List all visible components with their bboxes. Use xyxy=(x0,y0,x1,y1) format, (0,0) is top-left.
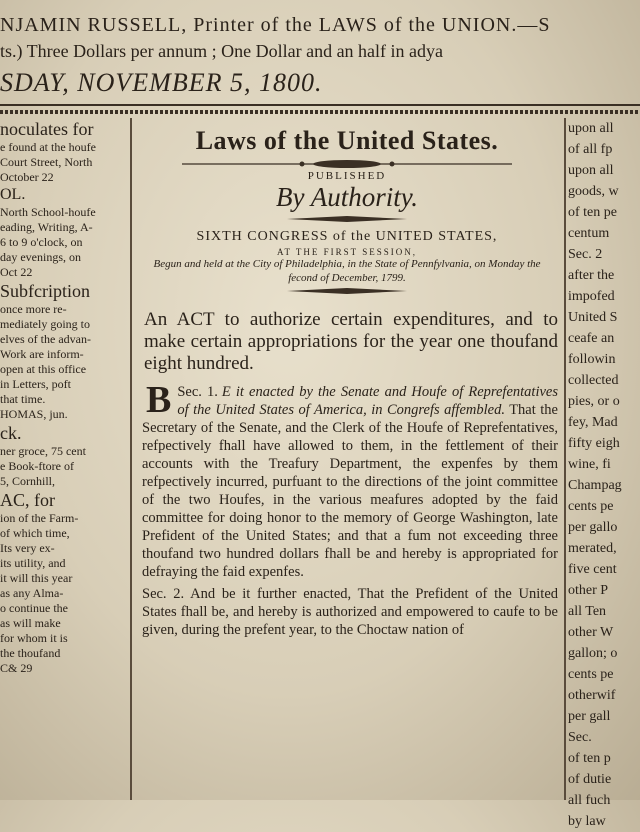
left-column-line: ck. xyxy=(0,423,22,443)
left-column-line: the thoufand xyxy=(0,646,61,660)
right-column-line: five cent xyxy=(568,562,617,577)
right-column-line: goods, w xyxy=(568,184,619,199)
right-column-line: Sec. 2 xyxy=(568,247,603,262)
right-column-line: of ten p xyxy=(568,751,611,766)
left-column-line: open at this office xyxy=(0,362,87,376)
masthead-price-line: ts.) Three Dollars per annum ; One Dollar and an half in adya xyxy=(0,41,444,61)
section-1-intro: E it enacted by the Senate and Houfe of Reprefentatives of the United States of America, in Congrefs affembled. xyxy=(177,384,558,418)
left-column-line: North School-houfe xyxy=(0,205,96,219)
left-column-line: as any Alma- xyxy=(0,586,64,600)
left-column-line: eading, Writing, A- xyxy=(0,220,93,234)
main-column xyxy=(132,118,562,639)
left-column-line: in Letters, poft xyxy=(0,377,71,391)
right-column-line: United S xyxy=(568,310,618,325)
laws-title: Laws of the United States. xyxy=(195,126,499,155)
right-column-line: fifty eigh xyxy=(568,436,620,451)
left-column-line: it will this year xyxy=(0,571,73,585)
left-column xyxy=(0,118,136,676)
left-column-line: e Book-ftore of xyxy=(0,459,74,473)
right-column xyxy=(568,118,640,832)
right-column-line: upon all xyxy=(568,163,614,178)
right-column-line: followin xyxy=(568,352,616,367)
section-1 xyxy=(142,379,558,581)
left-column-line: once more re- xyxy=(0,302,67,316)
act-title: An ACT to authorize certain expenditures, and to make certain appropriations for the year one thoufand eight hundred. xyxy=(144,309,558,374)
right-column-line: pies, or o xyxy=(568,394,620,409)
masthead-date-line: SDAY, NOVEMBER 5, 1800. xyxy=(0,68,323,97)
section-2-label: Sec. 2. xyxy=(142,586,185,602)
right-column-line: of dutie xyxy=(568,772,612,787)
right-column-line: all fuch xyxy=(568,793,611,808)
right-column-line: merated, xyxy=(568,541,617,556)
masthead-rule-dotted xyxy=(0,110,640,114)
left-column-line: HOMAS, jun. xyxy=(0,407,68,421)
left-column-line: that time. xyxy=(0,392,46,406)
section-1-label: Sec. 1. xyxy=(177,384,218,400)
section-2-body: That the Prefident of the United States fhall be, and hereby is authorized and empowered to caufe to be given, during the prefent year, to the Choctaw nation of xyxy=(142,586,559,638)
left-column-line: o continue the xyxy=(0,601,68,615)
right-column-line: wine, fi xyxy=(568,457,611,472)
left-column-line: 6 to 9 o'clock, on xyxy=(0,235,83,249)
right-column-line: Sec. xyxy=(568,730,592,745)
left-column-line: day evenings, on xyxy=(0,250,81,264)
left-column-line: elves of the advan- xyxy=(0,332,91,346)
right-column-line: otherwif xyxy=(568,688,616,703)
session-ornament xyxy=(287,287,407,295)
left-column-line: ner groce, 75 cent xyxy=(0,444,86,458)
left-column-line: C& 29 xyxy=(0,661,33,675)
right-column-line: of ten pe xyxy=(568,205,617,220)
drop-cap: B xyxy=(146,379,172,421)
congress-heading: SIXTH CONGRESS of the UNITED STATES, xyxy=(196,229,498,244)
left-column-line: Its very ex- xyxy=(0,541,55,555)
masthead-printer-line: NJAMIN RUSSELL, Printer of the LAWS of the UNION.—S xyxy=(0,14,551,36)
section-2 xyxy=(142,585,558,639)
right-column-line: by law xyxy=(568,814,606,829)
left-column-line: ion of the Farm- xyxy=(0,511,79,525)
right-column-line: all Ten xyxy=(568,604,607,619)
right-column-line: other P xyxy=(568,583,609,598)
left-column-line: Oct 22 xyxy=(0,265,33,279)
right-column-line: centum xyxy=(568,226,610,241)
left-column-line: OL. xyxy=(0,186,26,203)
by-authority-label: By Authority. xyxy=(276,182,418,212)
right-column-line: of all fp xyxy=(568,142,613,157)
right-column-line: per gall xyxy=(568,709,611,724)
left-column-line: its utility, and xyxy=(0,556,66,570)
right-column-line: upon all xyxy=(568,121,614,136)
right-column-line: cents pe xyxy=(568,499,614,514)
right-column-line: fey, Mad xyxy=(568,415,618,430)
column-rule-right xyxy=(564,118,566,800)
title-ornament xyxy=(182,158,512,170)
masthead-rule-top xyxy=(0,104,640,106)
left-column-line: Work are inform- xyxy=(0,347,84,361)
left-column-line: e found at the houfe xyxy=(0,140,96,154)
right-column-line: collected xyxy=(568,373,619,388)
left-column-line: October 22 xyxy=(0,170,54,184)
left-column-line: of which time, xyxy=(0,526,70,540)
published-label: PUBLISHED xyxy=(307,170,387,182)
section-1-body: That the Secretary of the Senate, and the Clerk of the Houfe of Reprefentatives, refpectively fhall have allowed to them, in the fettlement of their accounts with the Treafury Department, the expenfes by them refpectively incurred, purfuant to the directions of the joint committee of the two Houfes, in the various meafures adopted by the faid committee for doing honor to the memory of George Washington, late Prefident of the United States; and that a fum not exceeding three thoufand two hundred dollars fhall be and hereby is appropriated for defraying the faid expenfes. xyxy=(142,402,558,580)
right-column-line: cents pe xyxy=(568,667,614,682)
right-column-line: Champag xyxy=(568,478,622,493)
right-column-line: other W xyxy=(568,625,614,640)
right-column-line: per gallo xyxy=(568,520,618,535)
left-column-line: 5, Cornhill, xyxy=(0,474,56,488)
left-column-line: noculates for xyxy=(0,119,94,139)
left-column-line: Court Street, North xyxy=(0,155,93,169)
session-details: Begun and held at the City of Philadelphia, in the State of Pennfylvania, on Monday the fecond of December, 1799. xyxy=(153,258,541,284)
left-column-line: as will make xyxy=(0,616,61,630)
session-heading: AT THE FIRST SESSION, xyxy=(276,247,418,257)
right-column-line: gallon; o xyxy=(568,646,618,661)
right-column-line: ceafe an xyxy=(568,331,615,346)
right-column-line: impofed xyxy=(568,289,615,304)
left-column-line: for whom it is xyxy=(0,631,68,645)
left-column-line: AC, for xyxy=(0,490,55,510)
right-column-line: after the xyxy=(568,268,615,283)
left-column-line: mediately going to xyxy=(0,317,90,331)
left-column-line: Subfcription xyxy=(0,281,90,301)
authority-ornament xyxy=(287,215,407,223)
section-2-intro: And be it further enacted, xyxy=(190,586,352,602)
